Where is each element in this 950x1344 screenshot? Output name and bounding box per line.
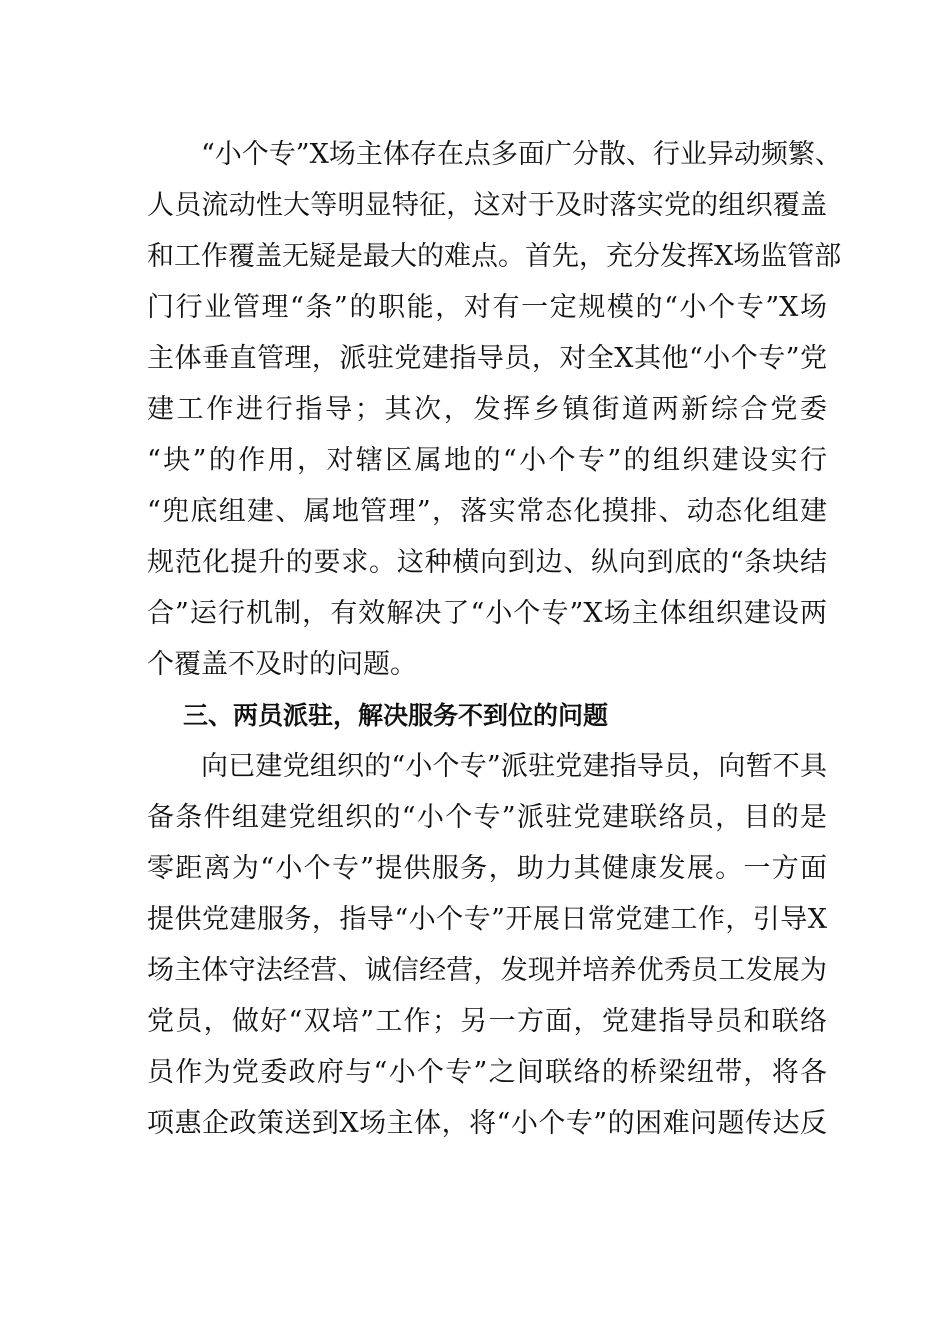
paragraph-2-line-8: 项惠企政策送到X场主体，将“小个专”的困难问题传达反 — [147, 1108, 827, 1139]
paragraph-1-line-11: 个覆盖不及时的问题。 — [147, 649, 417, 680]
paragraph-1-line-1: “小个专”X场主体存在点多面广分散、行业异动频繁、 — [201, 139, 842, 170]
paragraph-1-line-2: 人员流动性大等明显特征，这对于及时落实党的组织覆盖 — [147, 190, 827, 221]
paragraph-1-line-4: 门行业管理“条”的职能，对有一定规模的“小个专”X场 — [147, 292, 827, 323]
paragraph-1-line-8: “兜底组建、属地管理”，落实常态化摸排、动态化组建 — [147, 496, 827, 527]
paragraph-1-line-9: 规范化提升的要求。这种横向到边、纵向到底的“条块结 — [147, 547, 827, 578]
paragraph-2-line-5: 场主体守法经营、诚信经营，发现并培养优秀员工发展为 — [147, 955, 827, 986]
paragraph-2-line-3: 零距离为“小个专”提供服务，助力其健康发展。一方面 — [147, 853, 827, 884]
paragraph-2-line-6: 党员，做好“双培”工作；另一方面，党建指导员和联络 — [147, 1006, 827, 1037]
paragraph-2-line-7: 员作为党委政府与“小个专”之间联络的桥梁纽带，将各 — [147, 1057, 827, 1088]
section-heading: 三、两员派驻，解决服务不到位的问题 — [183, 701, 609, 730]
paragraph-1-line-7: “块”的作用，对辖区属地的“小个专”的组织建设实行 — [147, 445, 827, 476]
paragraph-2-line-4: 提供党建服务，指导“小个专”开展日常党建工作，引导X — [147, 904, 827, 935]
paragraph-1-line-6: 建工作进行指导；其次，发挥乡镇街道两新综合党委 — [147, 394, 827, 425]
paragraph-1-line-10: 合”运行机制，有效解决了“小个专”X场主体组织建设两 — [147, 598, 827, 629]
paragraph-1-line-5: 主体垂直管理，派驻党建指导员，对全X其他“小个专”党 — [147, 343, 827, 374]
paragraph-2-line-1: 向已建党组织的“小个专”派驻党建指导员，向暂不具 — [201, 751, 827, 782]
paragraph-2-line-2: 备条件组建党组织的“小个专”派驻党建联络员，目的是 — [147, 802, 827, 833]
paragraph-1-line-3: 和工作覆盖无疑是最大的难点。首先，充分发挥X场监管部 — [147, 241, 842, 272]
